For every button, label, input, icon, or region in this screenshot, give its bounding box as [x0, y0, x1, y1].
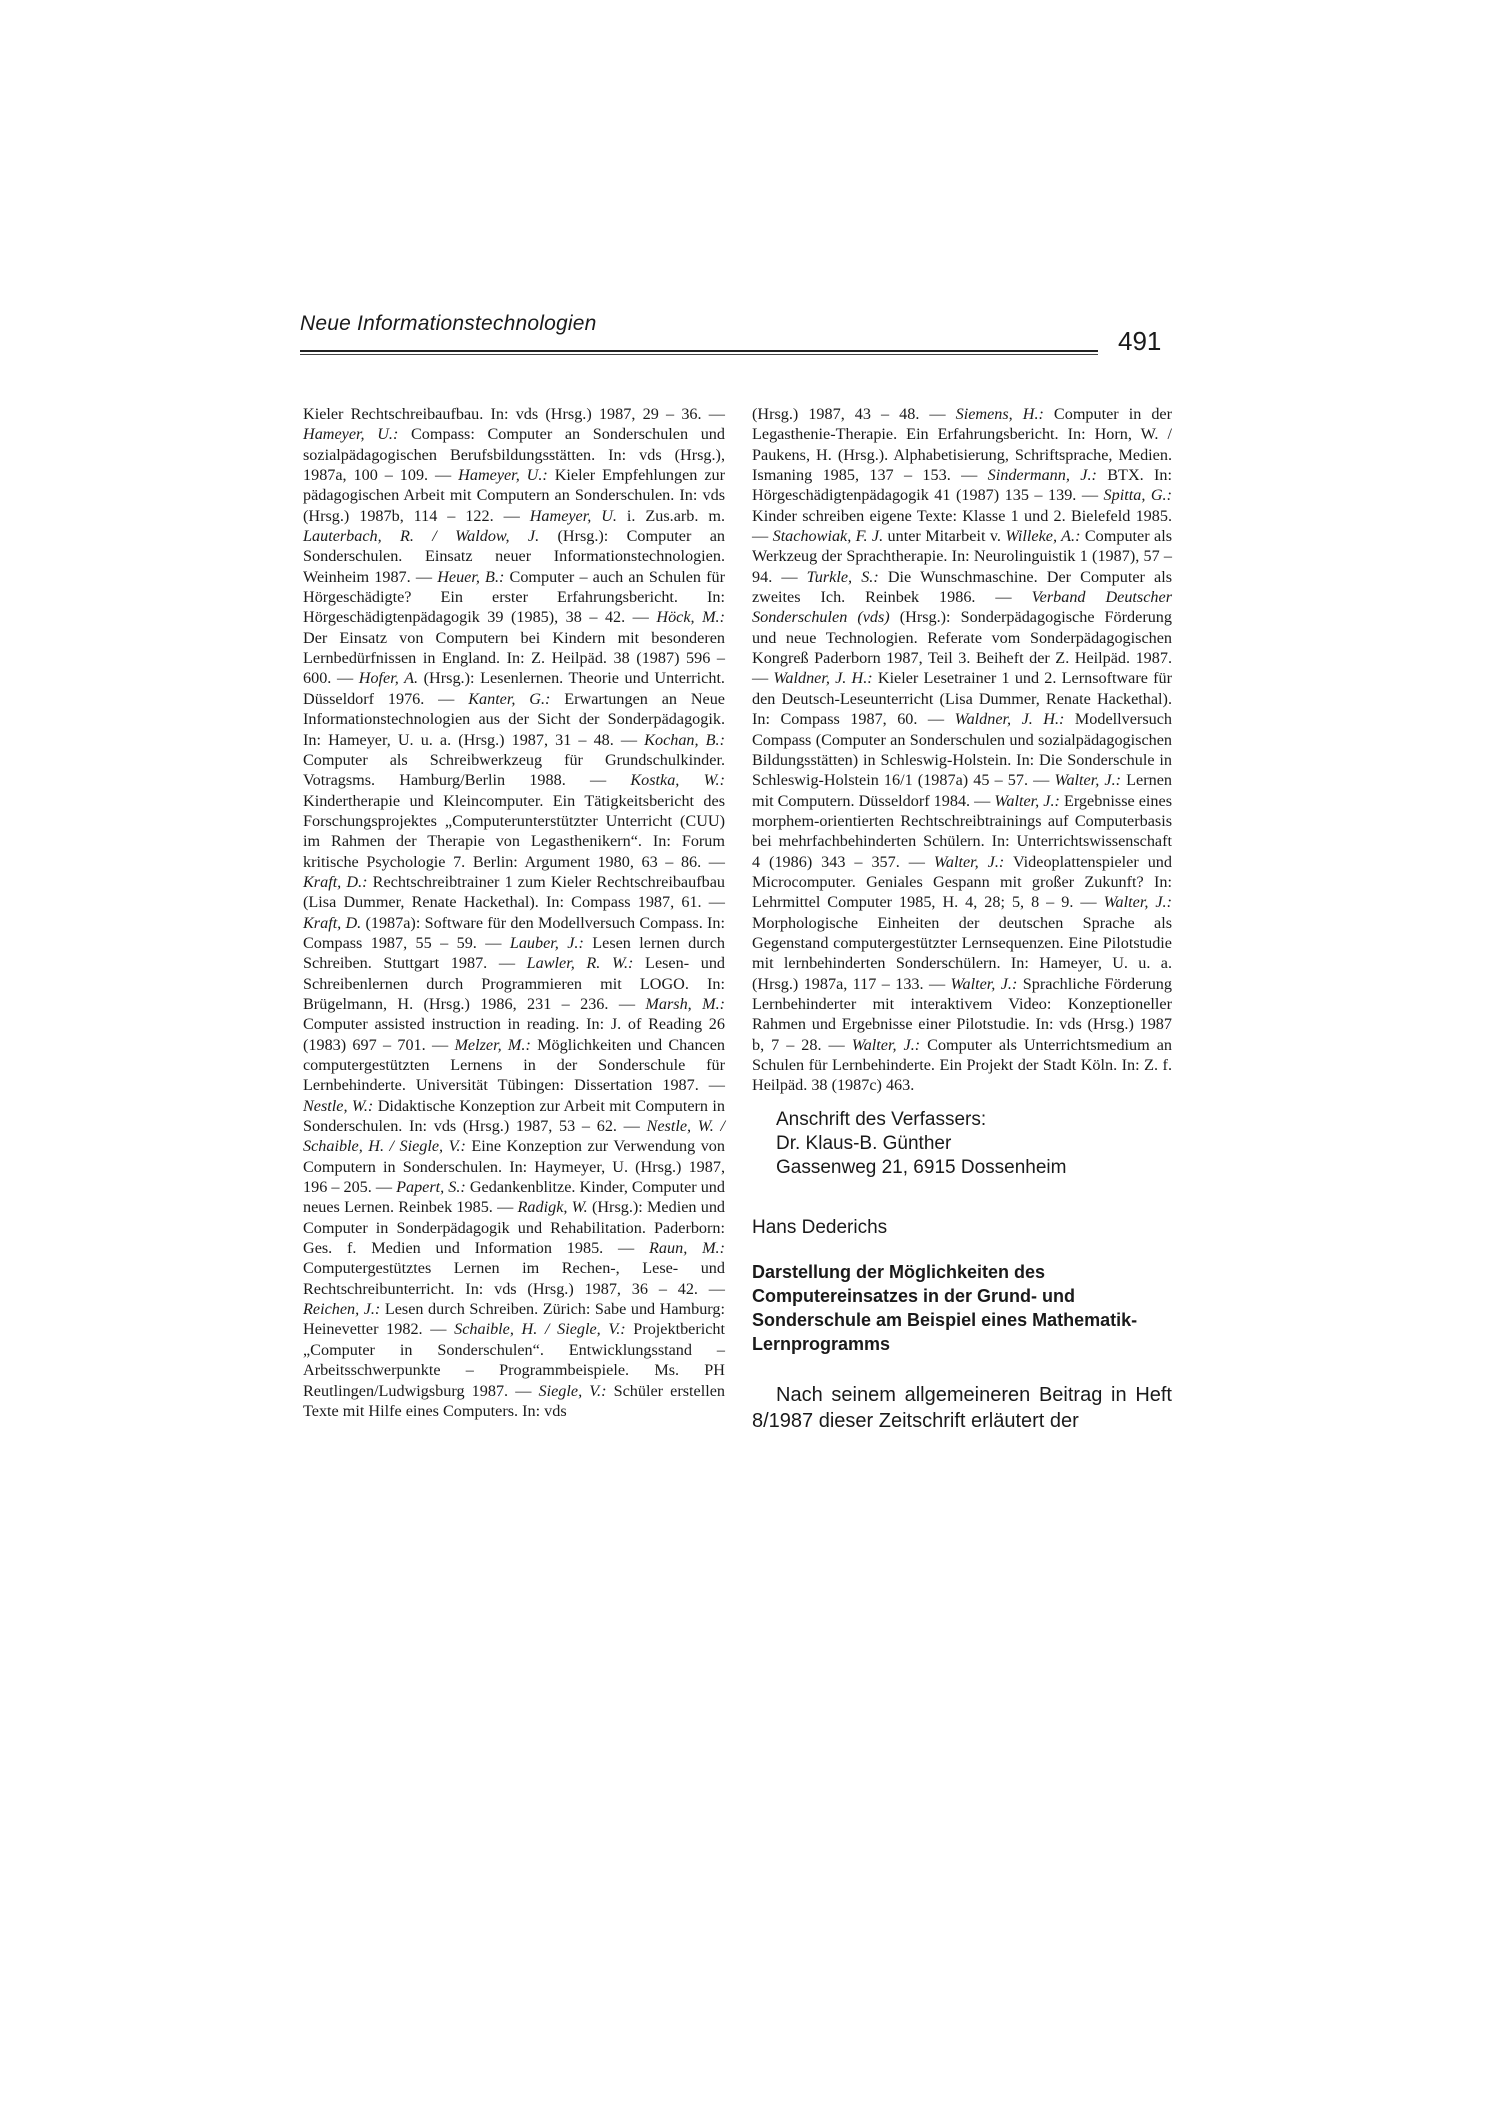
left-column — [303, 404, 725, 1421]
reference-author: Schaible, H. / Siegle, V.: — [454, 1320, 626, 1339]
reference-author: Walter, J.: — [1103, 893, 1172, 912]
reference-text: (Hrsg.): Medien und Computer in Sonderpädagogik und Rehabilitation. Paderborn: Ges. f. Medien und Information 1985. — — [303, 1198, 726, 1258]
reference-author: Kochan, B.: — [644, 730, 725, 749]
reference-author: Melzer, M.: — [454, 1035, 531, 1054]
reference-text: Die Wunschmaschine. Der Computer als zweites Ich. Reinbek 1986. — — [752, 567, 1172, 607]
reference-author: Verband Deutscher Sonderschulen (vds) — [752, 588, 1172, 627]
reference-author: Lawler, R. W.: — [526, 954, 634, 973]
reference-text: Lesen- und Schreibenlernen durch Programmieren mit LOGO. In: Brügelmann, H. (Hrsg.) 1986, 231 – 236. — — [303, 954, 726, 1013]
reference-author: Siemens, H.: — [955, 405, 1044, 423]
reference-author: Hameyer, U.: — [303, 425, 399, 444]
reference-text: BTX. In: Hörgeschädigtenpädagogik 41 (1987) 135 – 139. — — [752, 466, 1173, 505]
reference-text: Computer – auch an Schulen für Hörgeschädigte? Ein erster Erfahrungsbericht. In: Hörgeschädigtenpädagogik 39 (1985), 38 – 42. — — [303, 567, 726, 627]
reference-text: Computer assisted instruction in reading. In: J. of Reading 26 (1983) 697 – 701. — — [303, 1015, 725, 1054]
next-article-intro: Nach seinem allgemeineren Beitrag in Heft 8/1987 dieser Zeitschrift erläutert der — [752, 1384, 1172, 1433]
next-article-author: Hans Dederichs — [752, 1216, 888, 1238]
reference-text: (Hrsg.): Sonderpädagogische Förderung und neue Technologien. Referate vom Sonderpädagogischen Kongreß Paderborn 1987, Teil 3. Beiheft der Z. Heilpäd. 1987. — — [752, 608, 1172, 688]
reference-author: Hameyer, U. — [529, 506, 617, 525]
reference-text: Compass: Computer an Sonderschulen und sozialpädagogischen Berufsbildungsstätten. In: vds (Hrsg.), 1987a, 100 – 109. — — [303, 425, 725, 485]
reference-text: Computer als Unterrichtsmedium an Schulen für Lernbehinderte. Ein Projekt der Stadt Köln. In: Z. f. Heilpäd. 38 (1987c) 463. — [752, 1035, 1172, 1095]
reference-text: Computer in der Legasthenie-Therapie. Ein Erfahrungsbericht. In: Horn, W. / Paukens, H. (Hrsg.). Alphabetisierung, Schriftsprache, Medien. Ismaning 1985, 137 – 153. — — [752, 405, 1172, 485]
reference-text: Erwartungen an Neue Informationstechnologien aus der Sicht der Sonderpädagogik. In: Hameyer, U. u. a. (Hrsg.) 1987, 31 – 48. — — [303, 689, 725, 749]
author-address — [776, 1108, 1172, 1180]
reference-text: Ergebnisse eines morphem-orientierten Rechtschreibtrainings auf Computerbasis bei mehrfachbehinderten Schülern. In: Unterrichtswissenschaft 4 (1986) 343 – 357. — — [752, 791, 1172, 871]
reference-text: (1987a): Software für den Modellversuch Compass. In: Compass 1987, 55 – 59. — — [303, 913, 725, 952]
reference-text: Sprachliche Förderung Lernbehinderter mit interaktivem Video: Konzeptioneller Rahmen und Ergebnisse einer Pilotstudie. In: vds (Hrsg.) 1987 b, 7 – 28. — — [752, 974, 1172, 1054]
reference-text: Kinder schreiben eigene Texte: Klasse 1 und 2. Bielefeld 1985. — — [752, 506, 1172, 546]
reference-author: Hameyer, U.: — [458, 466, 548, 485]
reference-author: Walter, J.: — [994, 791, 1060, 810]
reference-author: Hofer, A. — [358, 669, 419, 688]
reference-author: Kostka, W.: — [630, 771, 725, 790]
reference-author: Willeke, A.: — [1005, 527, 1081, 546]
address-street: Gassenweg 21, 6915 Dossenheim — [776, 1156, 1067, 1178]
reference-author: Reichen, J.: — [303, 1300, 381, 1319]
address-label: Anschrift des Verfassers: — [776, 1108, 987, 1130]
header-rule — [300, 350, 1098, 355]
reference-author: Waldner, J. H.: — [773, 669, 873, 688]
reference-text: Kieler Empfehlungen zur pädagogischen Arbeit mit Computern an Sonderschulen. In: vds (Hrsg.) 1987b, 114 – 122. — — [303, 466, 725, 525]
reference-text: Lernen mit Computern. Düsseldorf 1984. — — [752, 771, 1172, 810]
reference-text: (Hrsg.) 1987, 43 – 48. — — [752, 405, 956, 423]
reference-author: Siegle, V.: — [538, 1381, 607, 1400]
reference-text: Schüler erstellen Texte mit Hilfe eines Computers. In: vds — [303, 1381, 725, 1420]
reference-text: Der Einsatz von Computern bei Kindern mit besonderen Lernbedürfnissen in England. In: Z. Heilpäd. 38 (1987) 596 – 600. — — [303, 628, 725, 688]
reference-text: Videoplattenspieler und Microcomputer. Geniales Gespann mit großer Zukunft? In: Lehrmittel Computer 1985, H. 4, 28; 5, 8 – 9. — — [752, 852, 1172, 912]
reference-author: Radigk, W. — [517, 1198, 588, 1217]
right-column — [752, 404, 1172, 1434]
reference-text: Gedankenblitze. Kinder, Computer und neues Lernen. Reinbek 1985. — — [303, 1178, 725, 1217]
page-number: 491 — [1118, 326, 1162, 356]
reference-text: Kieler Rechtschreibaufbau. In: vds (Hrsg.) 1987, 29 – 36. — — [303, 405, 725, 423]
reference-author: Kanter, G.: — [468, 689, 551, 708]
reference-author: Papert, S.: — [396, 1178, 466, 1197]
reference-author: Walter, J.: — [1054, 771, 1122, 790]
reference-text: (Hrsg.): Computer an Sonderschulen. Einsatz neuer Informationstechnologien. Weinheim 1987. — — [303, 527, 725, 586]
reference-author: Turkle, S.: — [806, 567, 879, 586]
reference-text: Projektbericht „Computer in Sonderschulen“. Entwicklungsstand – Arbeitsschwerpunkte – Programmbeispiele. Ms. PH Reutlingen/Ludwigsburg 1987. — — [303, 1320, 726, 1400]
address-name: Dr. Klaus-B. Günther — [776, 1132, 952, 1154]
reference-author: Nestle, W. / Schaible, H. / Siegle, V.: — [303, 1117, 725, 1156]
reference-author: Lauterbach, R. / Waldow, J. — [303, 527, 540, 546]
reference-text: Computergestütztes Lernen im Rechen-, Lese- und Rechtschreibunterricht. In: vds (Hrsg.) 1987, 36 – 42. — — [303, 1259, 725, 1298]
next-article-title: Darstellung der Möglichkeiten des Computereinsatzes in der Grund- und Sonderschule am Beispiel eines Mathematik-Lernprogramms — [752, 1262, 1138, 1355]
reference-author: Walter, J.: — [933, 852, 1005, 871]
reference-text: Morphologische Einheiten der deutschen Sprache als Gegenstand computergestützter Lernsequenzen. Eine Pilotstudie mit lernbehinderten Sonderschülern. In: Hameyer, U. u. a. (Hrsg.) 1987a, 117 – 133. — — [752, 913, 1172, 993]
reference-author: Walter, J.: — [851, 1035, 921, 1054]
reference-author: Stachowiak, F. J. — [772, 527, 884, 546]
reference-author: Höck, M.: — [656, 608, 725, 627]
reference-text: Lesen durch Schreiben. Zürich: Sabe und Hamburg: Heinevetter 1982. — — [303, 1300, 725, 1339]
reference-author: Lauber, J.: — [509, 933, 584, 952]
reference-text: Eine Konzeption zur Verwendung von Computern in Sonderschulen. In: Haymeyer, U. (Hrsg.) 1987, 196 – 205. — — [303, 1137, 725, 1197]
reference-author: Sindermann, J.: — [987, 466, 1097, 485]
reference-text: Kieler Lesetrainer 1 und 2. Lernsoftware für den Deutsch-Leseunterricht (Lisa Dummer, Renate Hackethal). In: Compass 1987, 60. — — [752, 669, 1173, 729]
running-title: Neue Informationstechnologien — [300, 312, 597, 335]
reference-author: Heuer, B.: — [437, 567, 505, 586]
reference-text: Modellversuch Compass (Computer an Sonderschulen und sozialpädagogischen Bildungsstätten) in Schleswig-Holstein. In: Die Sonderschule in Schleswig-Holstein 16/1 (1987a) 45 – 57. — — [752, 710, 1172, 790]
reference-author: Waldner, J. H.: — [954, 710, 1065, 729]
reference-author: Kraft, D.: — [303, 872, 368, 891]
reference-author: Raun, M.: — [649, 1239, 725, 1258]
reference-text: Möglichkeiten und Chancen computergestützten Lernens in der Sonderschule für Lernbehinderte. Universität Tübingen: Dissertation 1987. — — [303, 1035, 725, 1095]
reference-text: Didaktische Konzeption zur Arbeit mit Computern in Sonderschulen. In: vds (Hrsg.) 1987, 53 – 62. — — [303, 1096, 725, 1136]
reference-author: Nestle, W.: — [303, 1096, 374, 1115]
reference-text: unter Mitarbeit v. — [883, 527, 1006, 546]
bibliography-continued — [303, 404, 725, 1421]
reference-text: i. Zus.arb. m. — [616, 506, 725, 525]
reference-author: Kraft, D. — [303, 913, 362, 932]
bibliography-end — [752, 404, 1172, 1096]
reference-text: Computer als Schreibwerkzeug für Grundschulkinder. Votragsms. Hamburg/Berlin 1988. — — [303, 750, 725, 790]
reference-text: Rechtschreibtrainer 1 zum Kieler Rechtschreibaufbau (Lisa Dummer, Renate Hackethal). In: Compass 1987, 61. — — [303, 872, 725, 912]
reference-text: Lesen lernen durch Schreiben. Stuttgart 1987. — — [303, 933, 725, 973]
reference-text: Kindertherapie und Kleincomputer. Ein Tätigkeitsbericht des Forschungsprojektes „Computerunterstützter Unterricht (CUU) im Rahmen der Therapie von Legasthenikern“. In: Forum kritische Psychologie 7. Berlin: Argument 1980, 63 – 86. — — [303, 791, 725, 871]
reference-author: Marsh, M.: — [645, 994, 725, 1013]
reference-text: (Hrsg.): Lesenlernen. Theorie und Unterricht. Düsseldorf 1976. — — [303, 669, 725, 708]
reference-author: Walter, J.: — [950, 974, 1018, 993]
reference-text: Computer als Werkzeug der Sprachtherapie. In: Neurolinguistik 1 (1987), 57 – 94. — — [752, 527, 1172, 586]
reference-author: Spitta, G.: — [1103, 486, 1172, 505]
